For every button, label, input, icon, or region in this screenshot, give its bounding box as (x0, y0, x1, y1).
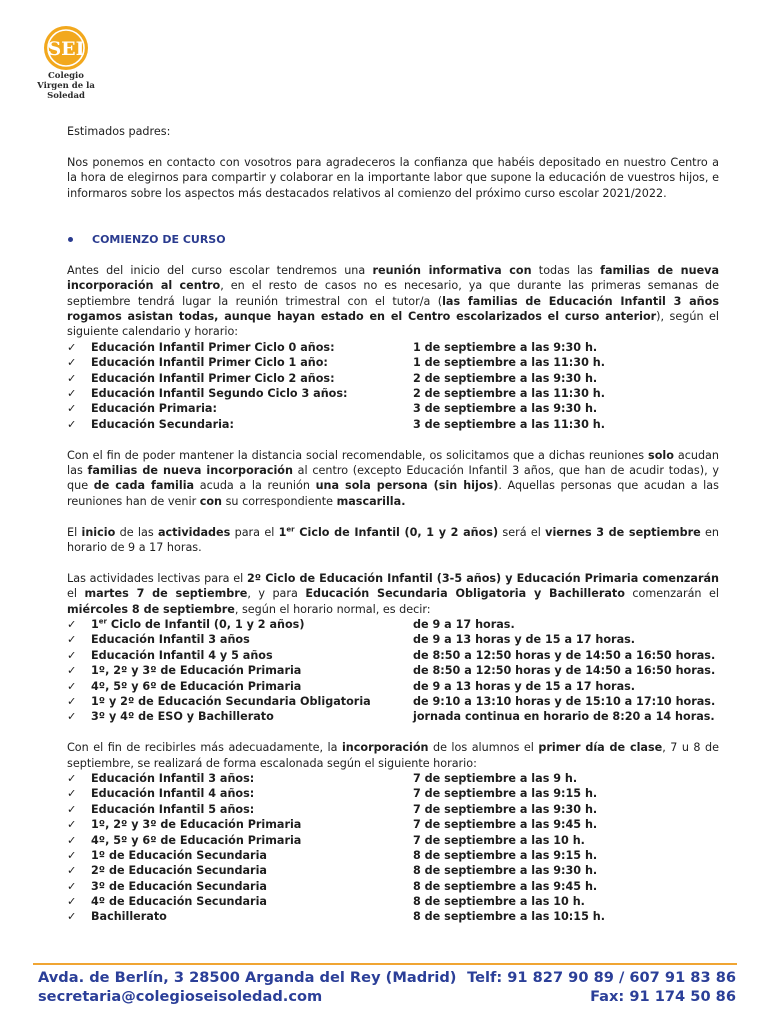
list-item: ✓ Educación Secundaria: 3 de septiembre a las 11:30 h. (67, 417, 605, 431)
logo-monogram: SEI (47, 38, 85, 60)
logo-text-line1: Colegio (48, 71, 84, 81)
footer-phone: Telf: 91 827 90 89 / 607 91 83 86 (467, 969, 736, 986)
list-item: ✓ Educación Infantil Primer Ciclo 1 año: 1 de septiembre a las 11:30 h. (67, 356, 605, 370)
list-item: ✓ Educación Infantil Segundo Ciclo 3 años: 2 de septiembre a las 11:30 h. (67, 387, 605, 401)
meeting-paragraph: Antes del inicio del curso escolar tendremos una reunión informativa con todas las familias de nueva incorporación al centro, en el resto de casos no es necesario, ya que durante las primeras semanas de septiembre tendrá lugar la reunión trimestral con el tutor/a (las familias de Educación Infantil 3 años rogamos asistan todas, aunque hayan estado en el Centro escolarizados el curso anterior), según el siguiente calendario y horario: (67, 263, 720, 339)
schedule-list (67, 617, 719, 725)
check-icon: ✓ (67, 618, 77, 632)
list-item: ✓ 1º, 2º y 3º de Educación Primaria 7 de septiembre a las 9:45 h. (67, 818, 598, 832)
lessons-paragraph: Las actividades lectivas para el 2º Ciclo de Educación Infantil (3-5 años) y Educación Primaria comenzarán el martes 7 de septiembre, y para Educación Secundaria Obligatoria y Bachillerato comenzarán el miércoles 8 de septiembre, según el horario normal, es decir: (67, 571, 719, 616)
incorporation-paragraph: Con el fin de recibirles más adecuadamente, la incorporación de los alumnos el primer día de clase, 7 u 8 de septiembre, se realizará de forma escalonada según el siguiente horario: (67, 741, 720, 770)
check-icon: ✓ (67, 340, 77, 354)
check-icon: ✓ (67, 371, 77, 385)
list-item: ✓ Educación Primaria: 3 de septiembre a las 9:30 h. (67, 402, 598, 416)
check-icon: ✓ (67, 356, 77, 370)
list-item: ✓ 1º de Educación Secundaria 8 de septiembre a las 9:15 h. (67, 848, 598, 862)
list-item: ✓ Bachillerato 8 de septiembre a las 10:15 h. (67, 910, 605, 924)
check-icon: ✓ (67, 694, 77, 708)
list-item: ✓ Educación Infantil 4 años: 7 de septiembre a las 9:15 h. (67, 787, 598, 801)
check-icon: ✓ (67, 818, 77, 832)
footer-fax: Fax: 91 174 50 86 (590, 988, 736, 1005)
check-icon: ✓ (67, 710, 77, 724)
infant-start-paragraph: El inicio de las actividades para el 1er Ciclo de Infantil (0, 1 y 2 años) será el viernes 3 de septiembre en horario de 9 a 17 horas. (67, 524, 719, 554)
footer-address: Avda. de Berlín, 3 28500 Arganda del Rey (Madrid) (38, 969, 457, 986)
check-icon: ✓ (67, 679, 77, 693)
list-item: ✓ 4º, 5º y 6º de Educación Primaria 7 de septiembre a las 10 h. (67, 833, 585, 847)
intro-paragraph: Nos ponemos en contacto con vosotros para agradeceros la confianza que habéis depositado en nuestro Centro a la hora de elegirnos para compartir y colaborar en la importante labor que supone la educación de vuestros hijos, e informaros sobre los aspectos más destacados relativos al comienzo del próximo curso escolar 2021/2022. (67, 155, 719, 200)
list-item: ✓ Educación Infantil 5 años: 7 de septiembre a las 9:30 h. (67, 802, 598, 816)
meetings-list (67, 340, 719, 432)
check-icon: ✓ (67, 771, 77, 785)
school-logo (20, 24, 112, 101)
check-icon: ✓ (67, 633, 77, 647)
logo-text-line2: Virgen de la Soledad (37, 81, 95, 101)
check-icon: ✓ (67, 848, 77, 862)
check-icon: ✓ (67, 879, 77, 893)
bullet-icon (68, 237, 73, 242)
check-icon: ✓ (67, 402, 77, 416)
footer-divider (33, 963, 737, 965)
list-item: ✓ 1er Ciclo de Infantil (0, 1 y 2 años) de 9 a 17 horas. (67, 617, 515, 632)
footer (38, 968, 736, 1006)
list-item: ✓ 2º de Educación Secundaria 8 de septiembre a las 9:30 h. (67, 864, 598, 878)
list-item: ✓ 4º de Educación Secundaria 8 de septiembre a las 10 h. (67, 895, 585, 909)
list-item: ✓ Educación Infantil Primer Ciclo 0 años: 1 de septiembre a las 9:30 h. (67, 340, 598, 354)
section-title: COMIENZO DE CURSO (92, 233, 226, 247)
check-icon: ✓ (67, 895, 77, 909)
check-icon: ✓ (67, 648, 77, 662)
incorporation-list (67, 771, 719, 925)
section-heading (67, 232, 719, 247)
list-item: ✓ 1º, 2º y 3º de Educación Primaria de 8:50 a 12:50 horas y de 14:50 a 16:50 horas. (67, 664, 716, 678)
list-item: ✓ Educación Infantil 4 y 5 años de 8:50 a 12:50 horas y de 14:50 a 16:50 horas. (67, 648, 716, 662)
check-icon: ✓ (67, 864, 77, 878)
footer-email[interactable]: secretaria@colegioseisoledad.com (38, 988, 323, 1005)
check-icon: ✓ (67, 833, 77, 847)
list-item: ✓ Educación Infantil 3 años de 9 a 13 horas y de 15 a 17 horas. (67, 633, 636, 647)
check-icon: ✓ (67, 910, 77, 924)
check-icon: ✓ (67, 664, 77, 678)
distance-paragraph: Con el fin de poder mantener la distancia social recomendable, os solicitamos que a dichas reuniones solo acudan las familias de nueva incorporación al centro (excepto Educación Infantil 3 años, que han de acudir todas), y que de cada familia acuda a la reunión una sola persona (sin hijos). Aquellas personas que acudan a las reuniones han de venir con su correspondiente mascarilla. (67, 448, 720, 508)
check-icon: ✓ (67, 787, 77, 801)
check-icon: ✓ (67, 802, 77, 816)
check-icon: ✓ (67, 417, 77, 431)
letter-body (67, 124, 719, 925)
list-item: ✓ 3º y 4º de ESO y Bachillerato jornada continua en horario de 8:20 a 14 horas. (67, 710, 715, 724)
list-item: ✓ Educación Infantil 3 años: 7 de septiembre a las 9 h. (67, 771, 578, 785)
list-item: ✓ Educación Infantil Primer Ciclo 2 años: 2 de septiembre a las 9:30 h. (67, 371, 598, 385)
greeting: Estimados padres: (67, 125, 171, 138)
check-icon: ✓ (67, 387, 77, 401)
sei-logo-icon (38, 24, 94, 72)
list-item: ✓ 3º de Educación Secundaria 8 de septiembre a las 9:45 h. (67, 879, 598, 893)
list-item: ✓ 1º y 2º de Educación Secundaria Obligatoria de 9:10 a 13:10 horas y de 15:10 a 17:10 horas. (67, 694, 716, 708)
list-item: ✓ 4º, 5º y 6º de Educación Primaria de 9 a 13 horas y de 15 a 17 horas. (67, 679, 636, 693)
